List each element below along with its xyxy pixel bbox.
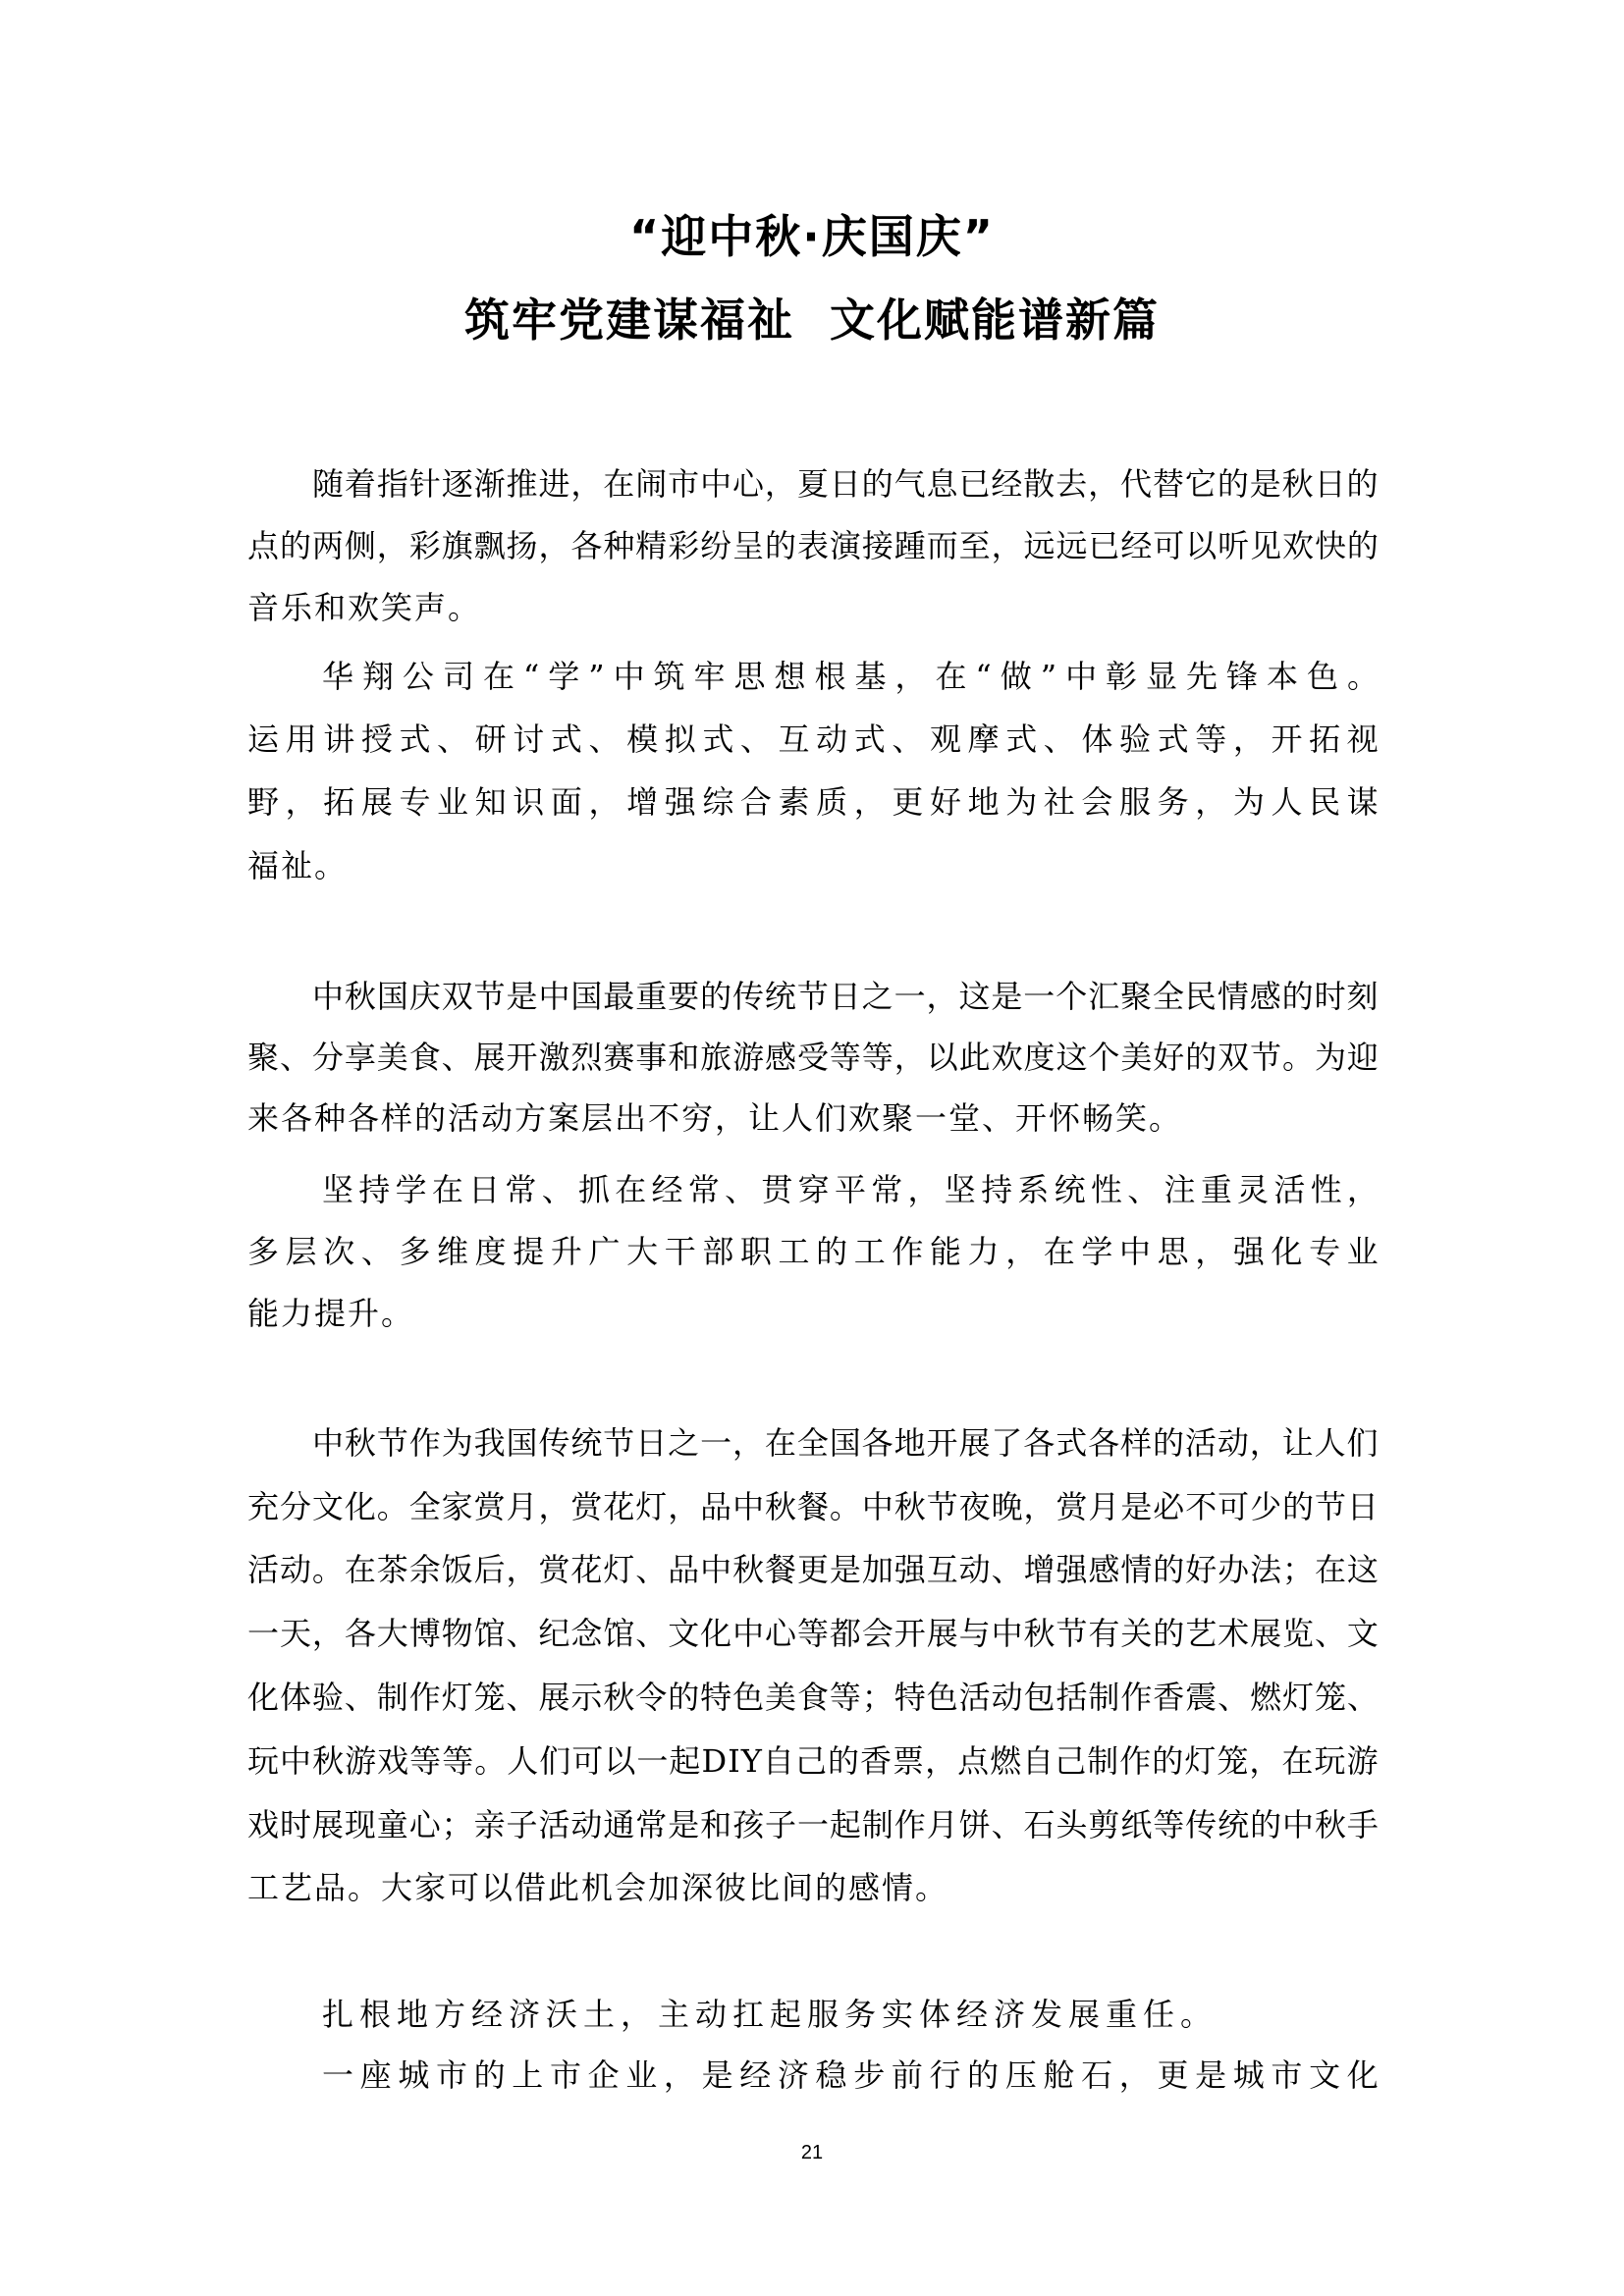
page-title-line-1: “迎中秋·庆国庆” bbox=[629, 210, 995, 263]
paragraph-line: 多 层 次 、 多 维 度 提 升 广 大 干 部 职 工 的 工 作 能 力 ， 在 学 中 思 ， 强 化 专 业 bbox=[247, 1233, 1379, 1270]
paragraph-line: 一 座 城 市 的 上 市 企 业 ， 是 经 济 稳 步 前 行 的 压 舱 石 ， 更 是 城 市 文 化 bbox=[322, 2056, 1379, 2094]
paragraph-line: 聚 、 分 享 美 食 、 展 开 激 烈 赛 事 和 旅 游 感 受 等 等 ， 以 此 欢 度 这 个 美 好 的 双 节 。 为 迎 bbox=[247, 1039, 1379, 1076]
paragraph-line: 戏 时 展 现 童 心 ； 亲 子 活 动 通 常 是 和 孩 子 一 起 制 作 月 饼 、 石 头 剪 纸 等 传 统 的 中 秋 手 bbox=[247, 1806, 1379, 1843]
page-number: 21 bbox=[800, 2142, 824, 2163]
paragraph-line: 福祉。 bbox=[247, 847, 349, 884]
paragraph-line: 中 秋 节 作 为 我 国 传 统 节 日 之 一 ， 在 全 国 各 地 开 展 了 各 式 各 样 的 活 动 ， 让 人 们 bbox=[312, 1424, 1379, 1462]
paragraph-line: 一 天 ， 各 大 博 物 馆 、 纪 念 馆 、 文 化 中 心 等 都 会 开 展 与 中 秋 节 有 关 的 艺 术 展 览 、 文 bbox=[247, 1615, 1379, 1652]
paragraph-line: 随 着 指 针 逐 渐 推 进 ， 在 闹 市 中 心 ， 夏 日 的 气 息 已 经 散 去 ， 代 替 它 的 是 秋 日 的 bbox=[312, 465, 1379, 503]
paragraph-line: 野 ， 拓 展 专 业 知 识 面 ， 增 强 综 合 素 质 ， 更 好 地 为 社 会 服 务 ， 为 人 民 谋 bbox=[247, 783, 1379, 821]
paragraph-line: 活 动 。 在 茶 余 饭 后 ， 赏 花 灯 、 品 中 秋 餐 更 是 加 强 互 动 、 增 强 感 情 的 好 办 法 ； 在 这 bbox=[247, 1551, 1379, 1588]
paragraph-line: 工艺品。大家可以借此机会加深彼比间的感情。 bbox=[247, 1869, 949, 1906]
paragraph-line: 来各种各样的活动方案层出不穷，让人们欢聚一堂、开怀畅笑。 bbox=[247, 1099, 1183, 1137]
paragraph-line: 玩 中 秋 游 戏 等 等 。 人 们 可 以 一 起 D I Y 自 己 的 香 票 ， 点 燃 自 己 制 作 的 灯 笼 ， 在 玩 游 bbox=[247, 1742, 1379, 1780]
paragraph-line: 化 体 验 、 制 作 灯 笼 、 展 示 秋 令 的 特 色 美 食 等 ； 特 色 活 动 包 括 制 作 香 震 、 燃 灯 笼 、 bbox=[247, 1679, 1379, 1716]
paragraph-line: 坚 持 学 在 日 常 、 抓 在 经 常 、 贯 穿 平 常 ， 坚 持 系 统 性 、 注 重 灵 活 性 ， bbox=[322, 1171, 1379, 1208]
paragraph-line: 充 分 文 化 。 全 家 赏 月 ， 赏 花 灯 ， 品 中 秋 餐 。 中 秋 节 夜 晚 ， 赏 月 是 必 不 可 少 的 节 日 bbox=[247, 1488, 1379, 1525]
paragraph-line: 华 翔 公 司 在 “ 学 ” 中 筑 牢 思 想 根 基 ， 在 “ 做 ” 中 彰 显 先 锋 本 色 。 bbox=[322, 658, 1379, 695]
page-title-line-2: 筑牢党建谋福祉 文化赋能谱新篇 bbox=[463, 294, 1161, 347]
paragraph-line: 扎根地方经济沃土，主动扛起服务实体经济发展重任。 bbox=[322, 1996, 1218, 2033]
paragraph-line: 运 用 讲 授 式 、 研 讨 式 、 模 拟 式 、 互 动 式 、 观 摩 式 、 体 验 式 等 ， 开 拓 视 bbox=[247, 721, 1379, 758]
paragraph-line: 能力提升。 bbox=[247, 1295, 415, 1332]
paragraph-line: 音乐和欢笑声。 bbox=[247, 589, 482, 626]
paragraph-line: 点 的 两 侧 ， 彩 旗 飘 扬 ， 各 种 精 彩 纷 呈 的 表 演 接 踵 而 至 ， 远 远 已 经 可 以 听 见 欢 快 的 bbox=[247, 527, 1379, 564]
paragraph-line: 中 秋 国 庆 双 节 是 中 国 最 重 要 的 传 统 节 日 之 一 ， 这 是 一 个 汇 聚 全 民 情 感 的 时 刻 bbox=[312, 978, 1379, 1015]
